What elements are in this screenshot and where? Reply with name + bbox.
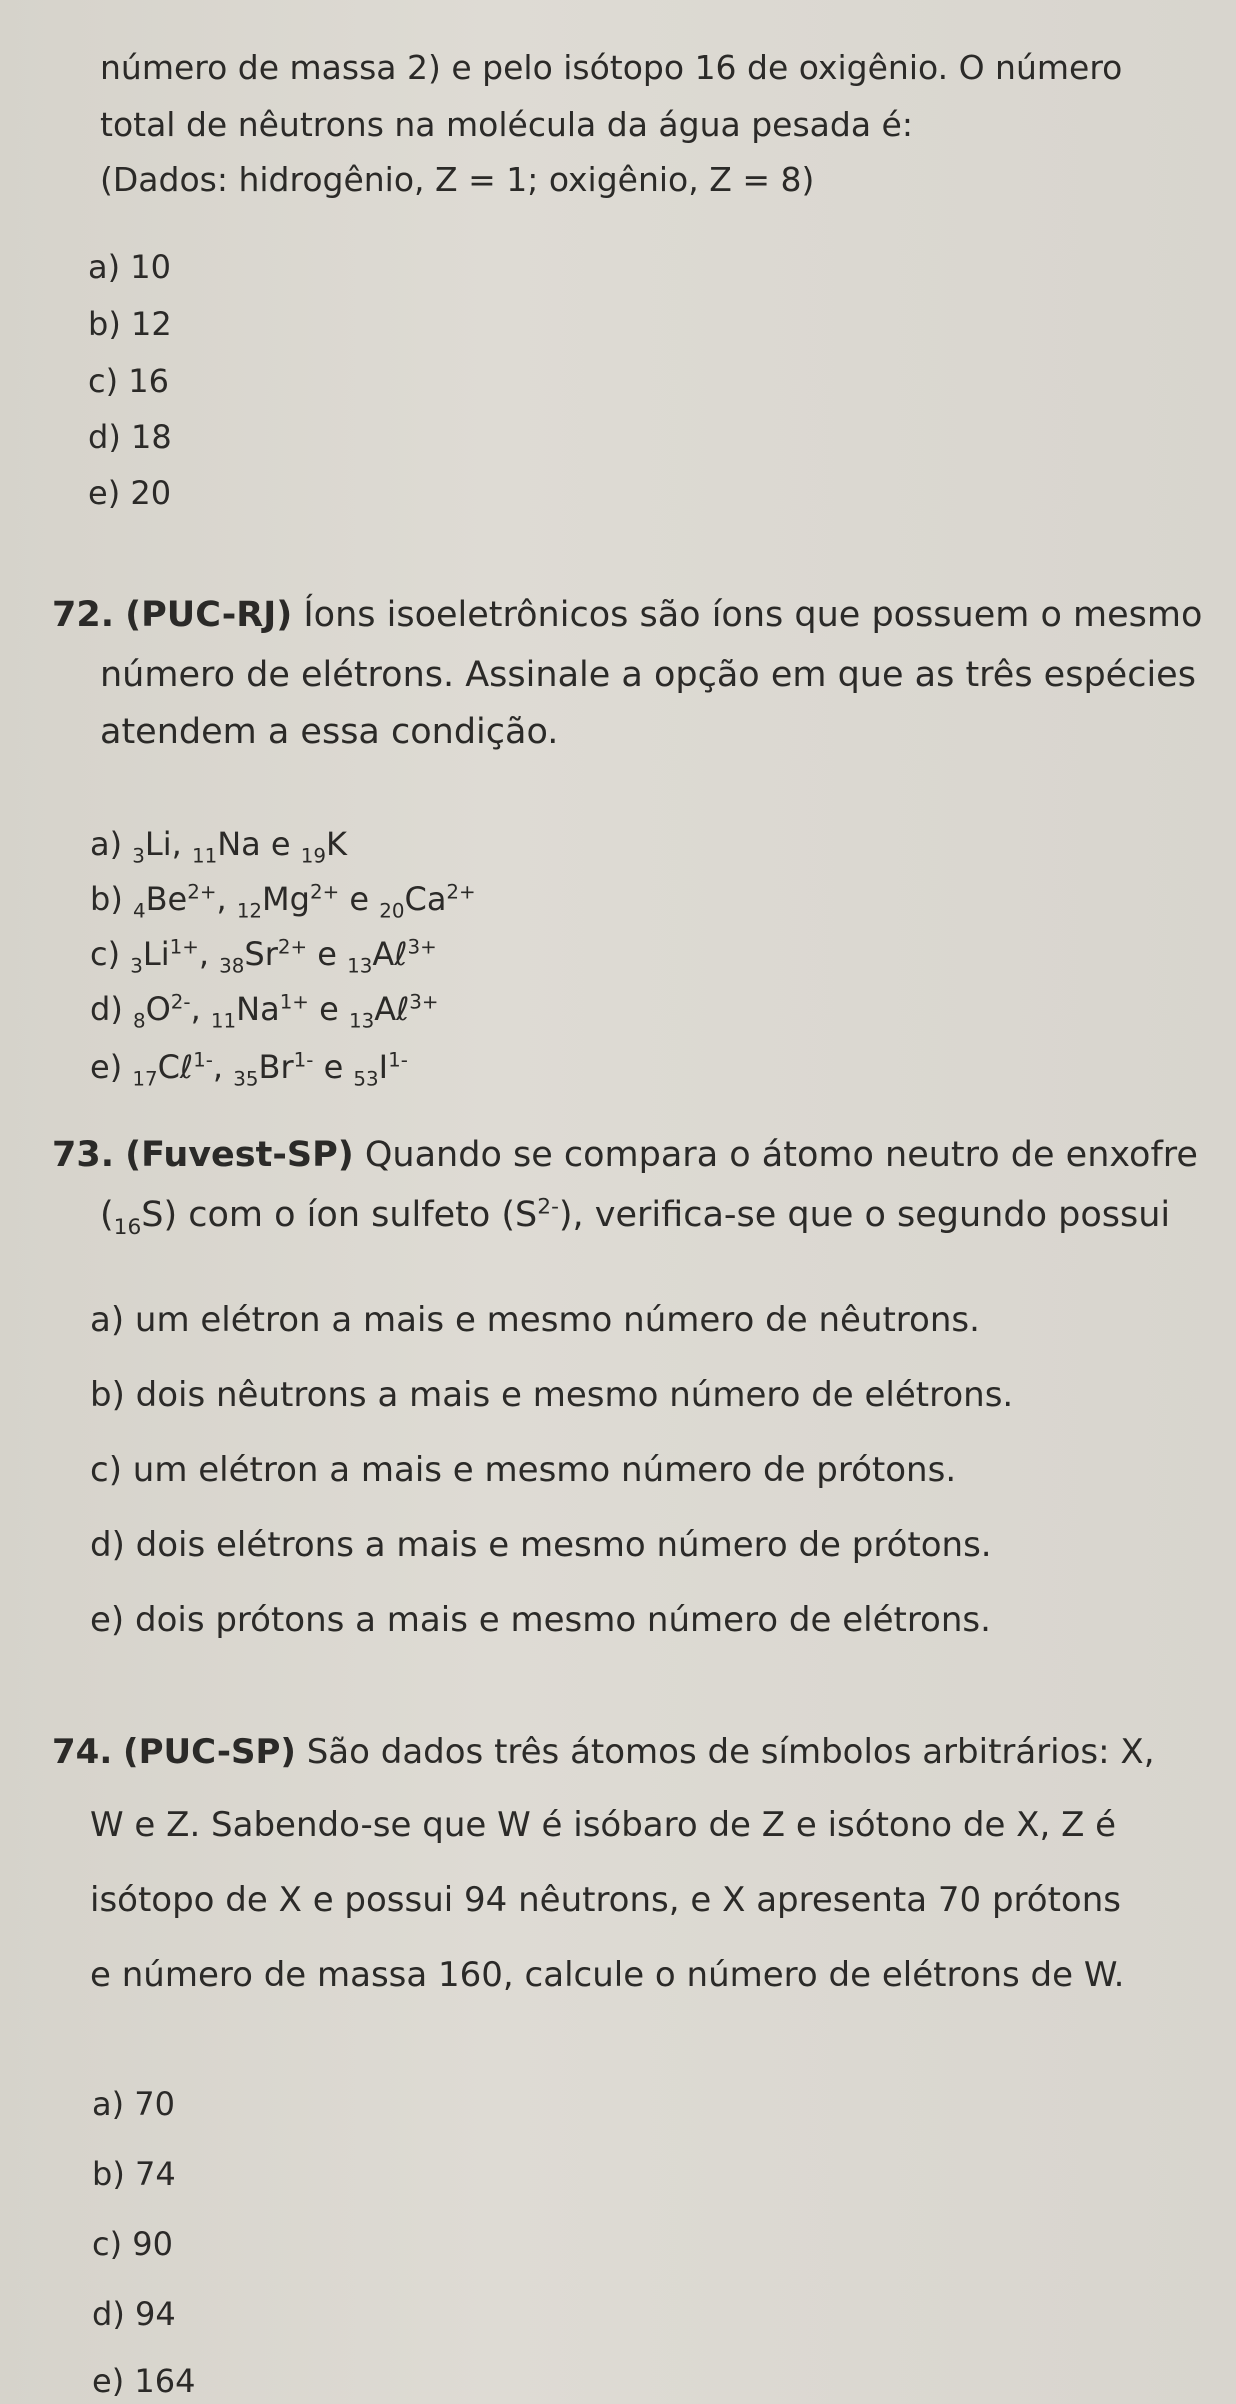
q72-option-c xyxy=(90,935,437,978)
atomic-number: 19 xyxy=(300,844,326,868)
q72-header xyxy=(52,595,1202,635)
option-letter: e) xyxy=(90,1048,123,1086)
q73-charge: 2- xyxy=(537,1194,559,1220)
atomic-number: 11 xyxy=(210,1009,237,1033)
element-symbol: Aℓ xyxy=(374,990,410,1028)
element-symbol: K xyxy=(326,825,347,863)
element-symbol: O xyxy=(145,990,171,1028)
ion-charge: 1- xyxy=(293,1048,314,1072)
q73-header xyxy=(52,1135,1198,1175)
atomic-number: 4 xyxy=(132,899,146,923)
atomic-number: 3 xyxy=(132,844,145,868)
q74-line-2: W e Z. Sabendo-se que W é isóbaro de Z e isótono de X, Z é xyxy=(90,1805,1117,1845)
q73-source: (Fuvest-SP) xyxy=(125,1135,354,1175)
q71-option-b: b) 12 xyxy=(88,305,172,343)
atomic-number: 35 xyxy=(233,1067,259,1091)
q73-line-2 xyxy=(100,1194,1171,1240)
ion-charge: 3+ xyxy=(409,990,439,1014)
ion-charge: 1+ xyxy=(279,990,309,1014)
element-symbol: Br xyxy=(258,1048,294,1086)
q73-option-e: e) dois prótons a mais e mesmo número de elétrons. xyxy=(90,1600,991,1640)
atomic-number: 3 xyxy=(130,954,143,978)
q71-intro-line-1: número de massa 2) e pelo isótopo 16 de oxigênio. O número xyxy=(100,48,1123,87)
q73-line-1: Quando se compara o átomo neutro de enxofre xyxy=(364,1135,1198,1175)
q71-option-e: e) 20 xyxy=(88,474,172,512)
element-symbol: Mg xyxy=(262,880,310,918)
q73-mid-text: ) com o íon sulfeto (S xyxy=(163,1195,538,1235)
option-letter: d) xyxy=(90,990,123,1028)
q72-line-1: Íons isoeletrônicos são íons que possuem o mesmo xyxy=(303,595,1203,635)
element-symbol: Be xyxy=(145,880,188,918)
separator-e: e xyxy=(307,935,348,973)
q74-source: (PUC-SP) xyxy=(123,1732,296,1772)
q72-option-e xyxy=(90,1048,408,1091)
atomic-number: 12 xyxy=(236,899,263,923)
q74-option-b: b) 74 xyxy=(92,2155,176,2193)
q74-line-3: isótopo de X e possui 94 nêutrons, e X apresenta 70 prótons xyxy=(90,1880,1121,1920)
q73-option-d: d) dois elétrons a mais e mesmo número de prótons. xyxy=(90,1525,992,1565)
ion-charge: 2+ xyxy=(309,880,340,904)
q72-line-2: número de elétrons. Assinale a opção em que as três espécies xyxy=(100,655,1196,695)
separator-comma: , xyxy=(212,1048,234,1086)
ion-charge: 1- xyxy=(193,1048,213,1072)
q74-option-d: d) 94 xyxy=(92,2295,176,2333)
q74-line-1: São dados três átomos de símbolos arbitrários: X, xyxy=(306,1732,1155,1772)
q73-symbol: S xyxy=(141,1195,164,1235)
separator-e: e xyxy=(308,990,349,1028)
q71-option-c: c) 16 xyxy=(88,362,169,400)
separator-comma: , xyxy=(190,990,211,1028)
element-symbol: Na xyxy=(236,990,280,1028)
q72-option-a xyxy=(90,825,347,868)
separator-e: e xyxy=(339,880,380,918)
q74-option-c: c) 90 xyxy=(92,2225,173,2263)
atomic-number: 8 xyxy=(132,1009,146,1033)
q73-option-b: b) dois nêutrons a mais e mesmo número de elétrons. xyxy=(90,1375,1014,1415)
element-symbol: Aℓ xyxy=(372,935,408,973)
atomic-number: 13 xyxy=(348,1009,375,1033)
q71-intro-line-3: (Dados: hidrogênio, Z = 1; oxigênio, Z = 8) xyxy=(100,160,815,199)
option-letter: a) xyxy=(90,825,123,863)
q74-header xyxy=(52,1732,1155,1772)
q73-number: 73. xyxy=(52,1135,115,1175)
q74-option-e: e) 164 xyxy=(92,2362,196,2400)
atomic-number: 53 xyxy=(353,1067,379,1091)
q71-option-d: d) 18 xyxy=(88,418,172,456)
ion-charge: 2- xyxy=(170,990,191,1014)
separator-e: e xyxy=(313,1048,354,1086)
element-symbol: I xyxy=(378,1048,389,1086)
ion-charge: 3+ xyxy=(407,935,437,959)
q72-source: (PUC-RJ) xyxy=(125,595,293,635)
ion-charge: 2+ xyxy=(187,880,217,904)
atomic-number: 17 xyxy=(132,1067,158,1091)
q74-number: 74. xyxy=(52,1732,113,1772)
ion-charge: 1+ xyxy=(169,935,199,959)
q72-number: 72. xyxy=(52,595,115,635)
separator-e: e xyxy=(260,825,301,863)
element-symbol: Li xyxy=(142,935,170,973)
ion-charge: 2+ xyxy=(277,935,308,959)
element-symbol: Cℓ xyxy=(157,1048,194,1086)
element-symbol: Li xyxy=(144,825,172,863)
atomic-number: 20 xyxy=(379,899,405,923)
separator-comma: , xyxy=(171,825,192,863)
element-symbol: Ca xyxy=(404,880,447,918)
ion-charge: 1- xyxy=(388,1048,408,1072)
element-symbol: Sr xyxy=(244,935,278,973)
atomic-number: 11 xyxy=(191,844,218,868)
separator-comma: , xyxy=(198,935,220,973)
q73-option-a: a) um elétron a mais e mesmo número de nêutrons. xyxy=(90,1300,980,1340)
q72-line-3: atendem a essa condição. xyxy=(100,712,559,752)
atomic-number: 38 xyxy=(219,954,245,978)
q74-line-4: e número de massa 160, calcule o número de elétrons de W. xyxy=(90,1955,1125,1995)
option-letter: b) xyxy=(90,880,123,918)
option-letter: c) xyxy=(90,935,121,973)
q71-intro-line-2: total de nêutrons na molécula da água pesada é: xyxy=(100,105,913,144)
ion-charge: 2+ xyxy=(446,880,476,904)
q73-paren-open: ( xyxy=(100,1195,114,1235)
q73-atomic-number: 16 xyxy=(113,1215,142,1240)
q73-option-c: c) um elétron a mais e mesmo número de prótons. xyxy=(90,1450,957,1490)
q71-option-a: a) 10 xyxy=(88,248,171,286)
q72-option-b xyxy=(90,880,476,923)
separator-comma: , xyxy=(216,880,237,918)
q74-option-a: a) 70 xyxy=(92,2085,175,2123)
element-symbol: Na xyxy=(217,825,261,863)
q73-end-text: ), verifica-se que o segundo possui xyxy=(558,1195,1171,1235)
atomic-number: 13 xyxy=(347,954,373,978)
q72-option-d xyxy=(90,990,439,1033)
